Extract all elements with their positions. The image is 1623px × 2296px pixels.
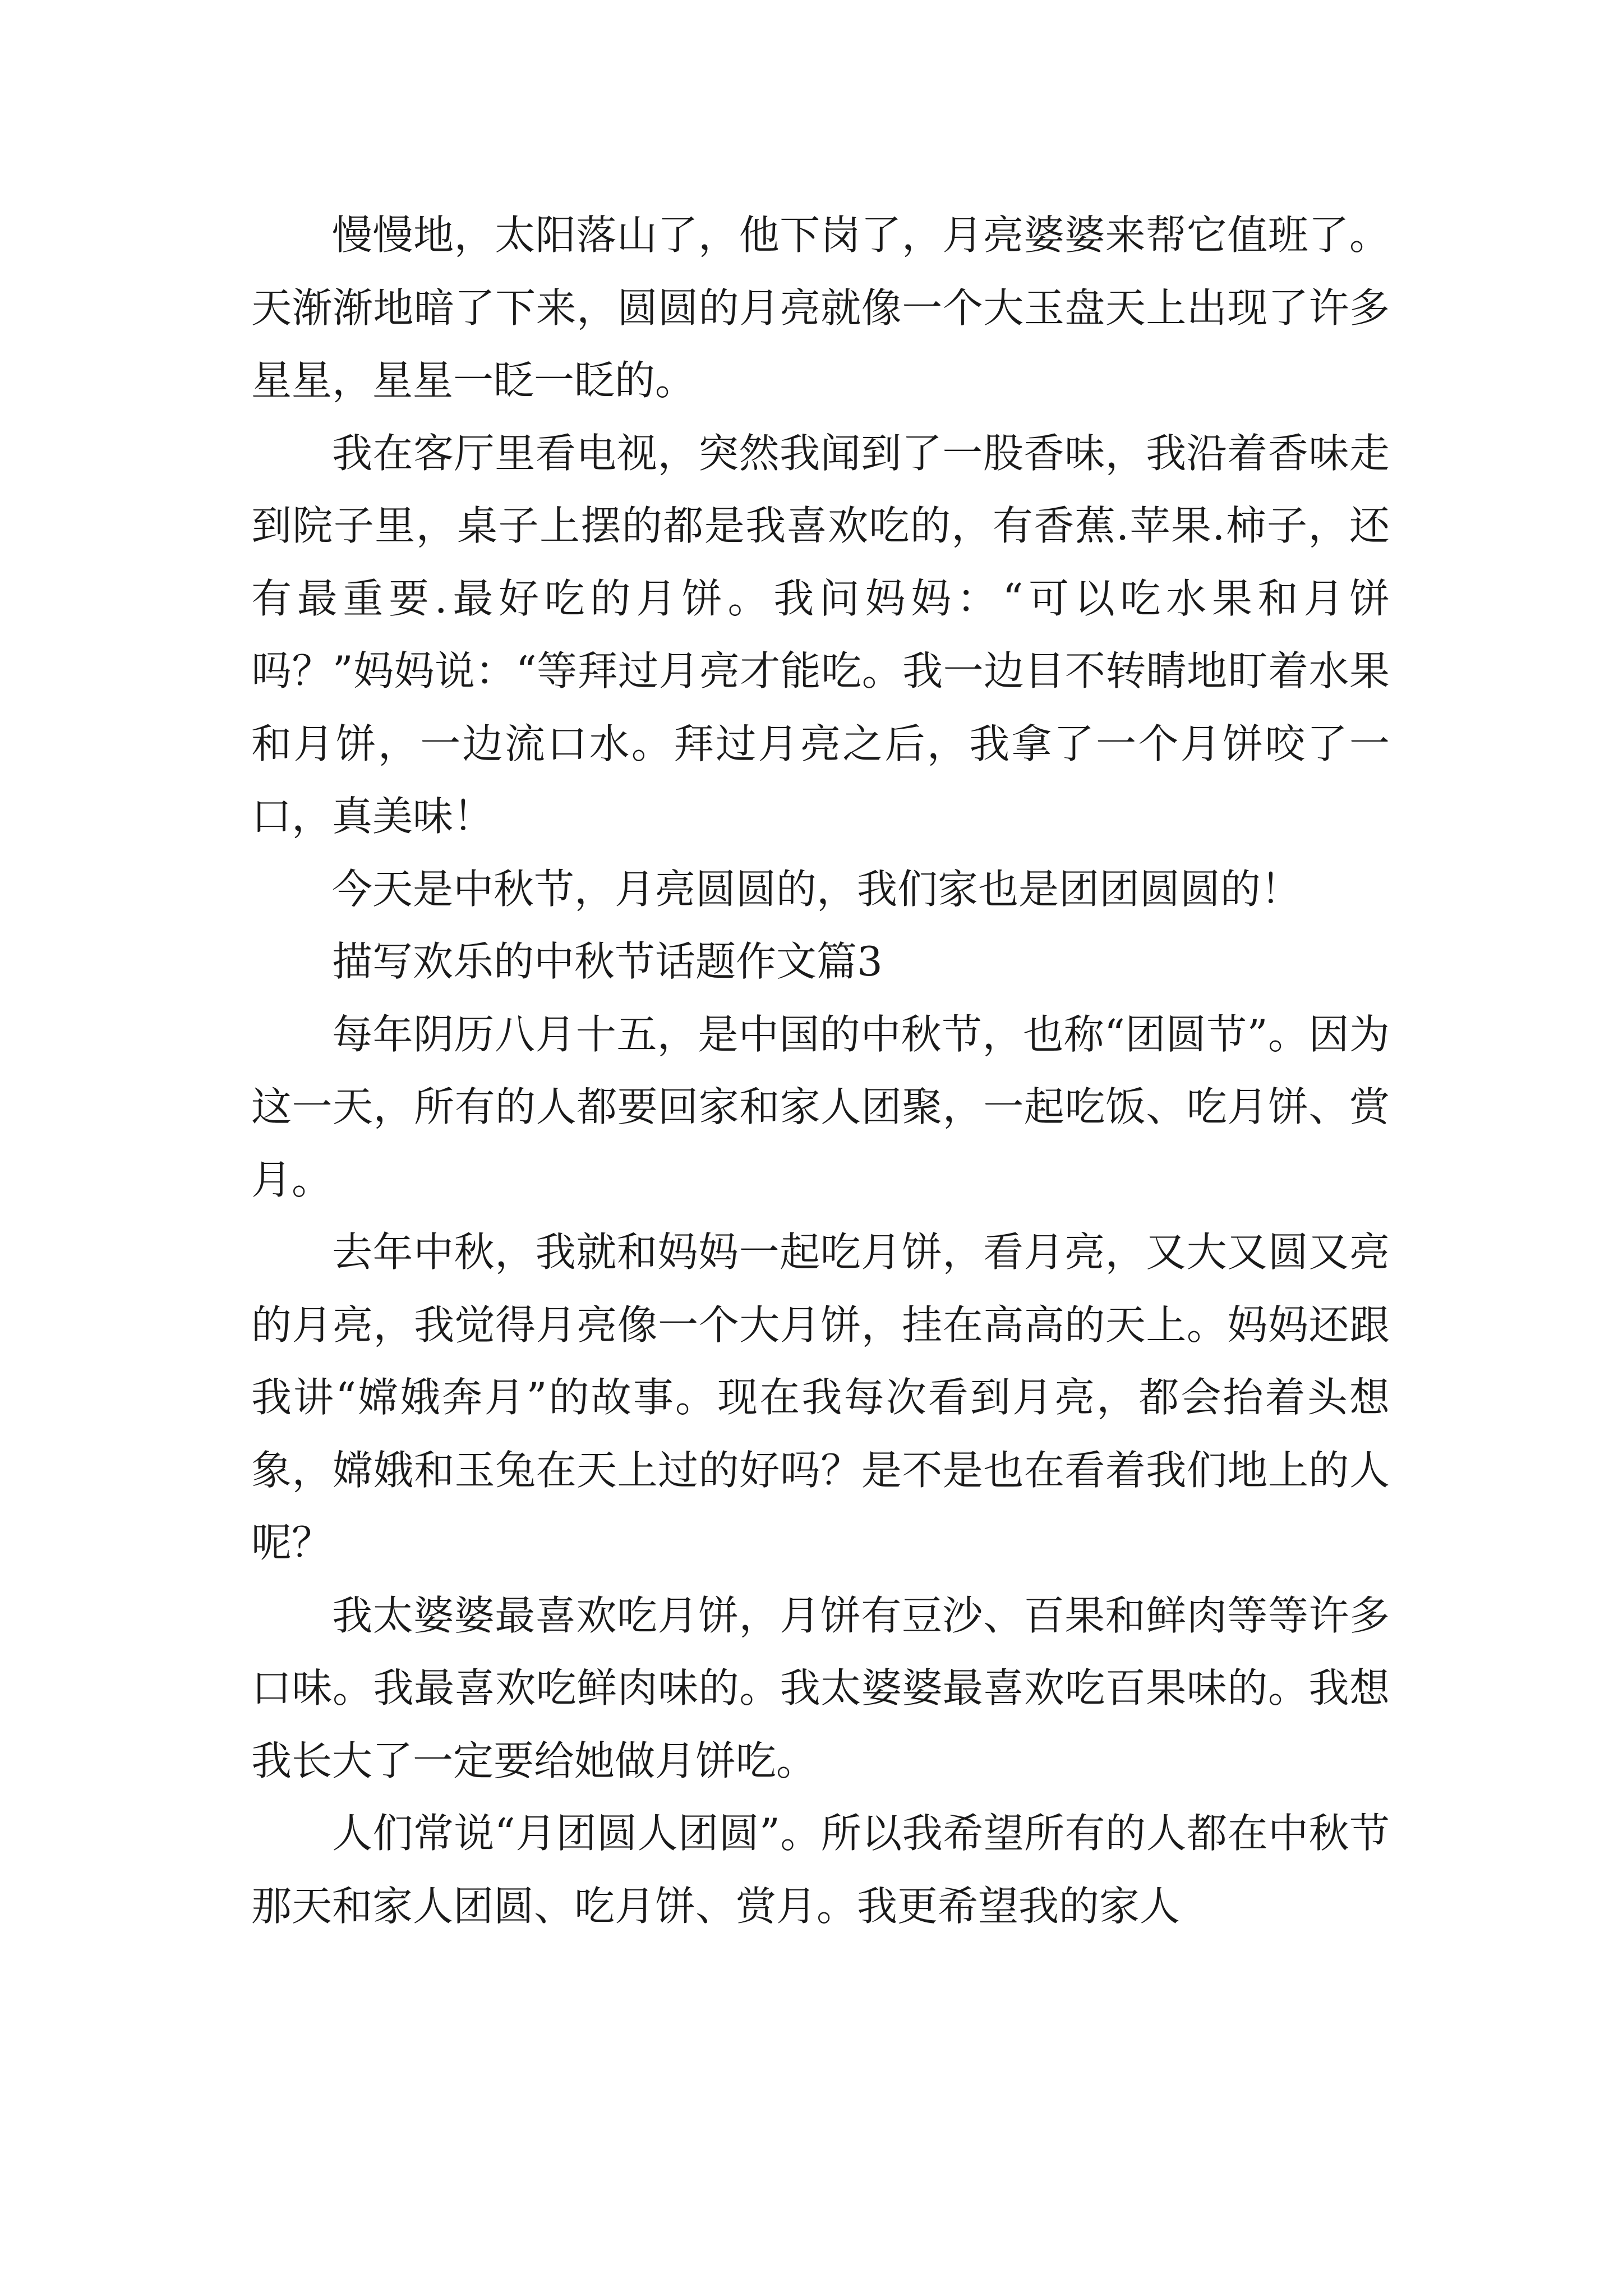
paragraph-wish: 人们常说“月团圆人团圆”。所以我希望所有的人都在中秋节那天和家人团圆、吃月饼、赏月。我更希望我的家人	[251, 1810, 1390, 1930]
essay-body	[251, 199, 1390, 1943]
paragraph-mooncake-table: 我在客厅里看电视，突然我闻到了一股香味，我沿着香味走到院子里，桌子上摆的都是我喜欢吃的，有香蕉.苹果.柿子，还有最重要.最好吃的月饼。我问妈妈：“可以吃水果和月饼吗？”妈妈说：“等拜过月亮才能吃。我一边目不转睛地盯着水果和月饼，一边流口水。拜过月亮之后，我拿了一个月饼咬了一口，真美味！	[251, 429, 1390, 840]
paragraph-sunset: 慢慢地，太阳落山了，他下岗了，月亮婆婆来帮它值班了。天渐渐地暗了下来，圆圆的月亮就像一个大玉盘天上出现了许多星星，星星一眨一眨的。	[251, 211, 1390, 404]
paragraph-great-grandma: 我太婆婆最喜欢吃月饼，月饼有豆沙、百果和鲜肉等等许多口味。我最喜欢吃鲜肉味的。我太婆婆最喜欢吃百果味的。我想我长大了一定要给她做月饼吃。	[251, 1591, 1390, 1784]
paragraph-last-year: 去年中秋，我就和妈妈一起吃月饼，看月亮，又大又圆又亮的月亮，我觉得月亮像一个大月饼，挂在高高的天上。妈妈还跟我讲“嫦娥奔月”的故事。现在我每次看到月亮，都会抬着头想象，嫦娥和玉兔在天上过的好吗？是不是也在看着我们地上的人呢？	[251, 1228, 1390, 1566]
paragraph-mid-autumn-intro: 每年阴历八月十五，是中国的中秋节，也称“团圆节”。因为这一天，所有的人都要回家和家人团聚，一起吃饭、吃月饼、赏月。	[251, 1010, 1390, 1203]
paragraph-reunion: 今天是中秋节，月亮圆圆的，我们家也是团团圆圆的！	[332, 865, 1302, 913]
essay-heading: 描写欢乐的中秋节话题作文篇3	[332, 938, 883, 985]
